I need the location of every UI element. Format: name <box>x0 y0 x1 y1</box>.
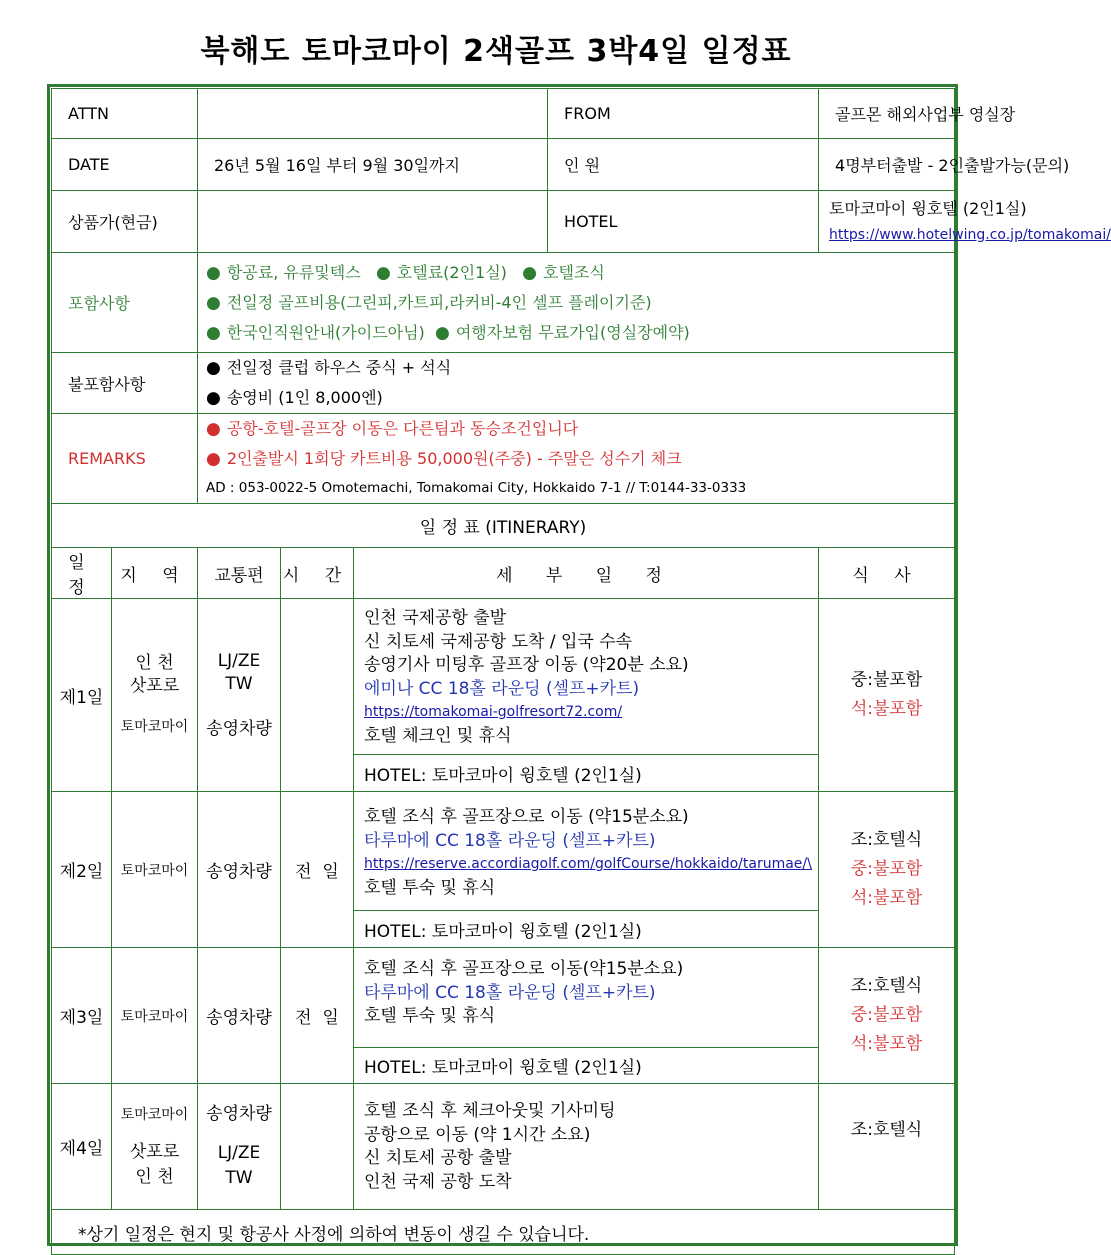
day-3-row <box>52 948 955 1048</box>
day-2-time: 전 일 <box>281 792 354 948</box>
page-title: 북해도 토마코마이 2색골프 3박4일 일정표 <box>200 34 792 69</box>
red-bullet-icon: ● <box>206 449 221 469</box>
day-4-region: 토마코마이 삿포로 인 천 <box>112 1084 198 1210</box>
attn-value <box>198 89 548 139</box>
day-3-detail: 호텔 조식 후 골프장으로 이동(약15분소요) 타루마에 CC 18홀 라운딩 (셀프+카트) 호텔 투숙 및 휴식 <box>354 948 819 1048</box>
day-3-time: 전 일 <box>281 948 354 1084</box>
day-2-meals: 조:호텔식 중:불포함 석:불포함 <box>819 792 955 948</box>
people-value: 4명부터출발 - 2인출발가능(문의) <box>819 139 955 191</box>
day-4-meals: 조:호텔식 <box>819 1084 955 1210</box>
day-4-transport: 송영차량 LJ/ZE TW <box>198 1084 281 1210</box>
itinerary-header-row <box>52 548 955 599</box>
col-day: 일 정 <box>52 548 112 599</box>
hotel-link[interactable]: https://www.hotelwing.co.jp/tomakomai/ <box>829 226 1111 243</box>
price-label: 상품가(현금) <box>52 191 198 253</box>
day-1-detail: 인천 국제공항 출발 신 치토세 국제공항 도착 / 입국 수속 송영기사 미팅후 골프장 이동 (약20분 소요) 에미나 CC 18홀 라운딩 (셀프+카트) https://tomakomai-golfresort72.com/ 호텔 체크인 및 휴식 <box>354 599 819 755</box>
day-4-time <box>281 1084 354 1210</box>
col-region: 지 역 <box>112 548 198 599</box>
price-row <box>52 191 955 253</box>
day-3-region: 토마코마이 <box>112 948 198 1084</box>
day-1-course: 에미나 CC 18홀 라운딩 (셀프+카트) <box>364 678 640 699</box>
remarks-row <box>52 414 955 504</box>
day-1-course-link[interactable]: https://tomakomai-golfresort72.com/ <box>364 704 623 720</box>
day-1-hotel: HOTEL: 토마코마이 윙호텔 (2인1실) <box>354 755 819 792</box>
green-bullet-icon: ● <box>206 322 221 343</box>
day-3-label: 제3일 <box>52 948 112 1084</box>
date-value: 26년 5월 16일 부터 9월 30일까지 <box>198 139 548 191</box>
day-2-course-link[interactable]: https://reserve.accordiagolf.com/golfCourse/hokkaido/tarumae/\ <box>364 856 812 872</box>
excluded-item: ● 전일정 클럽 하우스 중식 + 석식 <box>206 358 452 378</box>
remarks-list <box>198 414 955 504</box>
hotel-label: HOTEL <box>548 191 819 253</box>
from-label: FROM <box>548 89 819 139</box>
day-2-label: 제2일 <box>52 792 112 948</box>
included-row <box>52 253 955 353</box>
black-bullet-icon: ● <box>206 388 221 408</box>
day-2-course: 타루마에 CC 18홀 라운딩 (셀프+카트) <box>364 830 656 851</box>
col-time: 시 간 <box>281 548 354 599</box>
day-2-region: 토마코마이 <box>112 792 198 948</box>
excluded-label: 불포함사항 <box>52 353 198 414</box>
day-3-meals: 조:호텔식 중:불포함 석:불포함 <box>819 948 955 1084</box>
attn-label: ATTN <box>52 89 198 139</box>
note-row <box>52 1210 955 1255</box>
price-value <box>198 191 548 253</box>
green-bullet-icon: ● <box>206 262 221 283</box>
day-4-row <box>52 1084 955 1210</box>
footnote: *상기 일정은 현지 및 항공사 사정에 의하여 변동이 생길 수 있습니다. <box>52 1210 955 1255</box>
itinerary-heading-row <box>52 504 955 548</box>
day-1-transport: LJ/ZE TW 송영차량 <box>198 599 281 792</box>
day-2-detail: 호텔 조식 후 골프장으로 이동 (약15분소요) 타루마에 CC 18홀 라운딩 (셀프+카트) https://reserve.accordiagolf.com/golfCourse/hokkaido/tarumae/\ 호텔 투숙 및 휴식 <box>354 792 819 911</box>
hotel-name: 토마코마이 윙호텔 (2인1실) <box>829 198 1027 218</box>
day-1-row <box>52 599 955 755</box>
col-meals: 식 사 <box>819 548 955 599</box>
day-3-transport: 송영차량 <box>198 948 281 1084</box>
red-bullet-icon: ● <box>206 419 221 439</box>
day-2-hotel: HOTEL: 토마코마이 윙호텔 (2인1실) <box>354 911 819 948</box>
people-label: 인 원 <box>548 139 819 191</box>
included-line-2: ● 전일정 골프비용(그린피,카트피,라커비-4인 셀프 플레이기준) <box>206 292 652 313</box>
included-line-1: ● 항공료, 유류및텍스 ● 호텔료(2인1실) ● 호텔조식 <box>206 262 605 283</box>
remarks-item: ● 2인출발시 1회당 카트비용 50,000원(주중) - 주말은 성수기 체크 <box>206 449 682 469</box>
itinerary-document-table <box>51 88 1111 1255</box>
excluded-item: ● 송영비 (1인 8,000엔) <box>206 388 383 408</box>
included-line-3: ● 한국인직원안내(가이드아님) ● 여행자보험 무료가입(영실장예약) <box>206 322 690 343</box>
day-3-hotel: HOTEL: 토마코마이 윙호텔 (2인1실) <box>354 1048 819 1084</box>
excluded-list <box>198 353 955 414</box>
day-2-transport: 송영차량 <box>198 792 281 948</box>
col-detail: 세 부 일 정 <box>354 548 819 599</box>
remarks-item: ● 공항-호텔-골프장 이동은 다른팀과 동승조건입니다 <box>206 419 579 439</box>
day-1-time <box>281 599 354 792</box>
black-bullet-icon: ● <box>206 358 221 378</box>
remarks-address: AD : 053-0022-5 Omotemachi, Tomakomai City, Hokkaido 7-1 // T:0144-33-0333 <box>206 480 747 496</box>
day-2-row <box>52 792 955 911</box>
hotel-info <box>819 191 1111 253</box>
day-1-region: 인 천 삿포로 토마코마이 <box>112 599 198 792</box>
date-row <box>52 139 955 191</box>
included-label: 포함사항 <box>52 253 198 353</box>
day-1-meals: 중:불포함 석:불포함 <box>819 599 955 792</box>
day-4-label: 제4일 <box>52 1084 112 1210</box>
date-label: DATE <box>52 139 198 191</box>
remarks-label: REMARKS <box>52 414 198 504</box>
green-bullet-icon: ● <box>522 262 538 283</box>
green-bullet-icon: ● <box>206 292 221 313</box>
excluded-row <box>52 353 955 414</box>
day-4-detail: 호텔 조식 후 체크아웃및 기사미팅 공항으로 이동 (약 1시간 소요) 신 치토세 공항 출발 인천 국제 공항 도착 <box>354 1084 819 1210</box>
col-transport: 교통편 <box>198 548 281 599</box>
itinerary-heading: 일 정 표 (ITINERARY) <box>52 504 955 548</box>
day-3-course: 타루마에 CC 18홀 라운딩 (셀프+카트) <box>364 982 656 1003</box>
from-value: 골프몬 해외사업부 영실장 <box>819 89 955 139</box>
attn-row <box>52 89 955 139</box>
green-bullet-icon: ● <box>375 262 391 283</box>
included-list <box>198 253 955 353</box>
green-bullet-icon: ● <box>434 322 450 343</box>
day-1-label: 제1일 <box>52 599 112 792</box>
